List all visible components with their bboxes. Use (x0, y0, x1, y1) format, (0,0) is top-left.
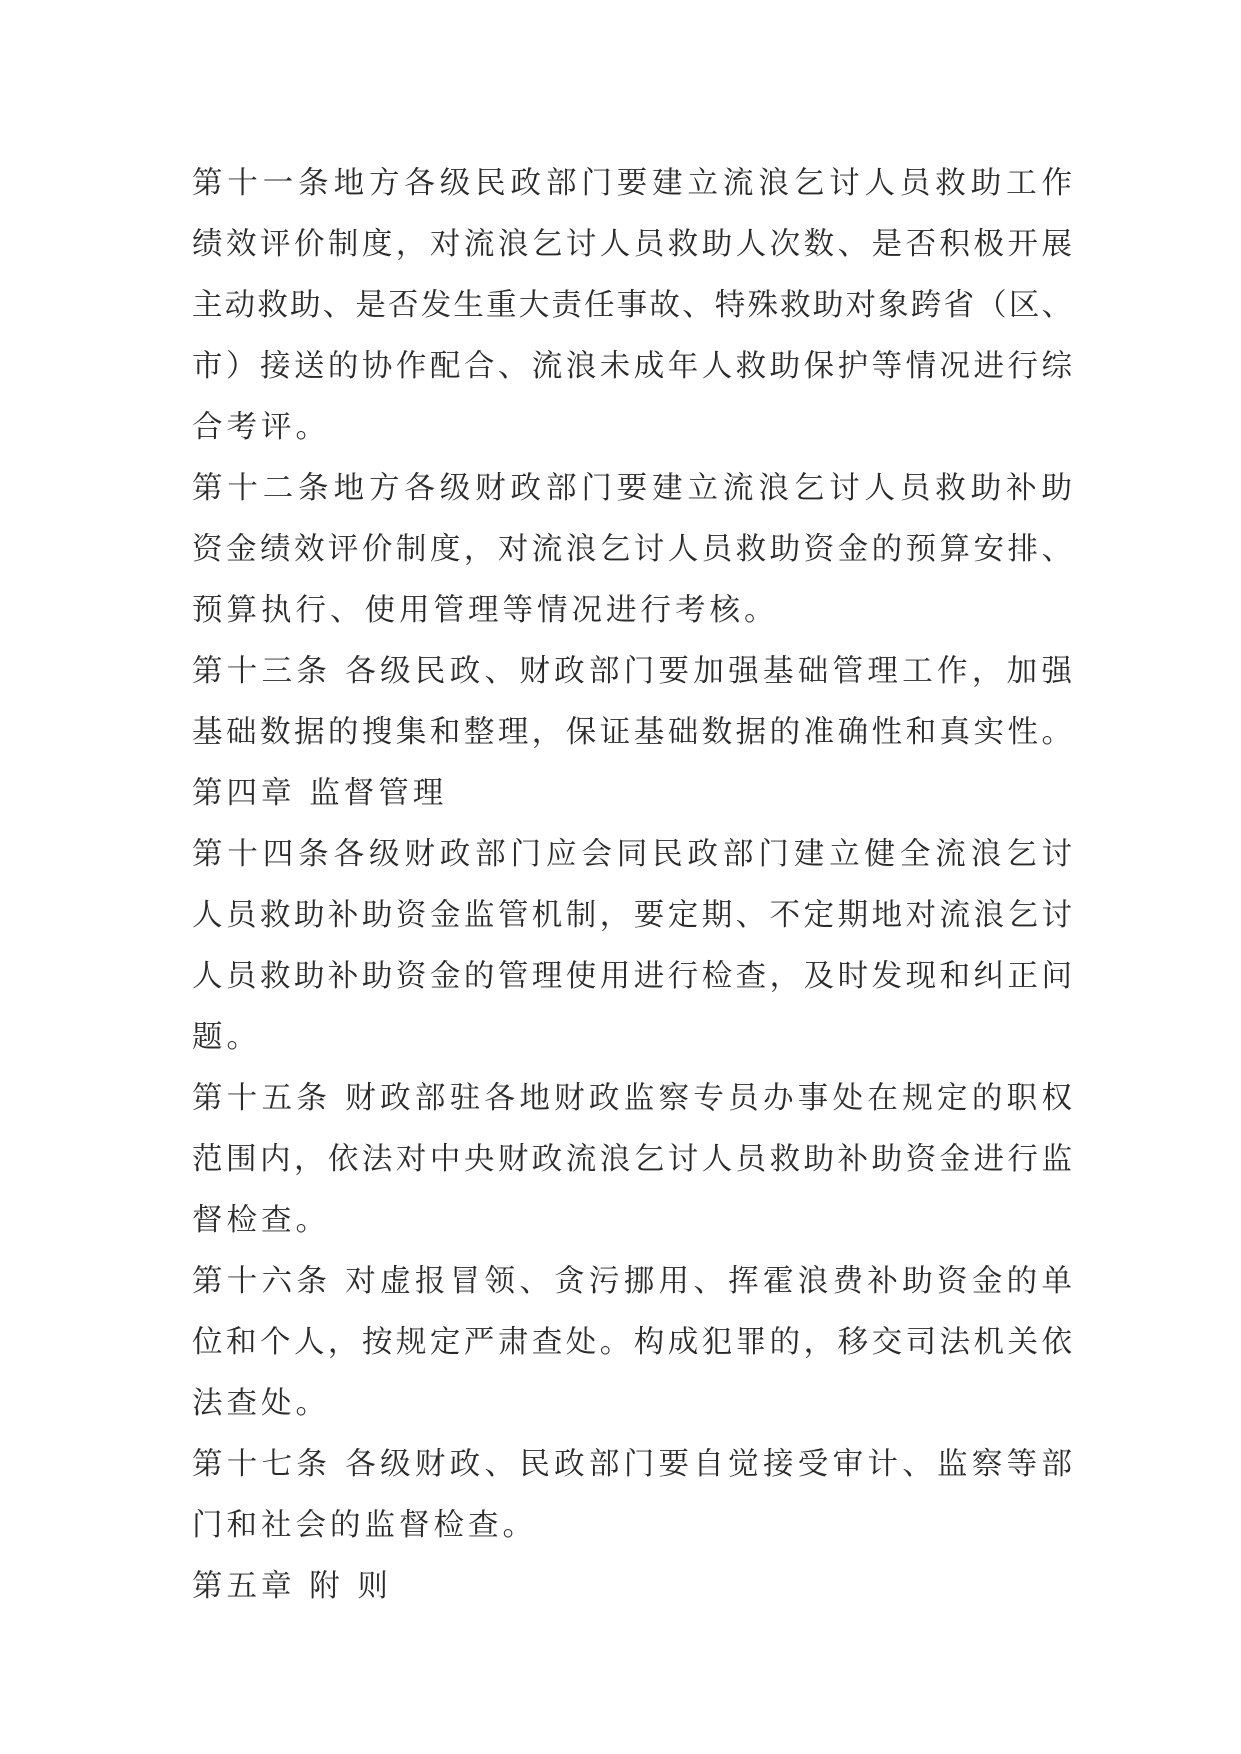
document-body (192, 160, 1072, 1624)
text-line: 督检查。 (192, 1203, 330, 1238)
text-line: 主动救助、是否发生重大责任事故、特殊救助对象跨省（区、 (192, 288, 1072, 323)
text-line: 合考评。 (192, 410, 330, 445)
text-line: 预算执行、使用管理等情况进行考核。 (192, 593, 779, 628)
text-line: 市）接送的协作配合、流浪未成年人救助保护等情况进行综 (192, 349, 1072, 384)
text-line: 范围内，依法对中央财政流浪乞讨人员救助补助资金进行监 (192, 1142, 1072, 1177)
text-line: 人员救助补助资金的管理使用进行检查，及时发现和纠正问 (192, 959, 1072, 994)
text-line: 第十一条地方各级民政部门要建立流浪乞讨人员救助工作 (192, 166, 1072, 201)
text-line: 资金绩效评价制度，对流浪乞讨人员救助资金的预算安排、 (192, 532, 1072, 567)
text-line: 第十五条 财政部驻各地财政监察专员办事处在规定的职权 (192, 1081, 1072, 1116)
text-line: 题。 (192, 1020, 261, 1055)
chapter-heading: 第四章 监督管理 (192, 776, 448, 811)
text-line: 第十四条各级财政部门应会同民政部门建立健全流浪乞讨 (192, 837, 1072, 872)
text-line: 第十七条 各级财政、民政部门要自觉接受审计、监察等部 (192, 1447, 1072, 1482)
text-line: 第十三条 各级民政、财政部门要加强基础管理工作，加强 (192, 654, 1072, 689)
text-line: 第十六条 对虚报冒领、贪污挪用、挥霍浪费补助资金的单 (192, 1264, 1072, 1299)
text-line: 绩效评价制度，对流浪乞讨人员救助人次数、是否积极开展 (192, 227, 1072, 262)
text-line: 位和个人，按规定严肃查处。构成犯罪的，移交司法机关依 (192, 1325, 1072, 1360)
text-line: 人员救助补助资金监管机制，要定期、不定期地对流浪乞讨 (192, 898, 1072, 933)
text-line: 第十二条地方各级财政部门要建立流浪乞讨人员救助补助 (192, 471, 1072, 506)
text-line: 法查处。 (192, 1386, 330, 1421)
chapter-heading: 第五章 附 则 (192, 1569, 392, 1604)
text-line: 基础数据的搜集和整理，保证基础数据的准确性和真实性。 (192, 715, 1072, 750)
text-line: 门和社会的监督检查。 (192, 1508, 537, 1543)
